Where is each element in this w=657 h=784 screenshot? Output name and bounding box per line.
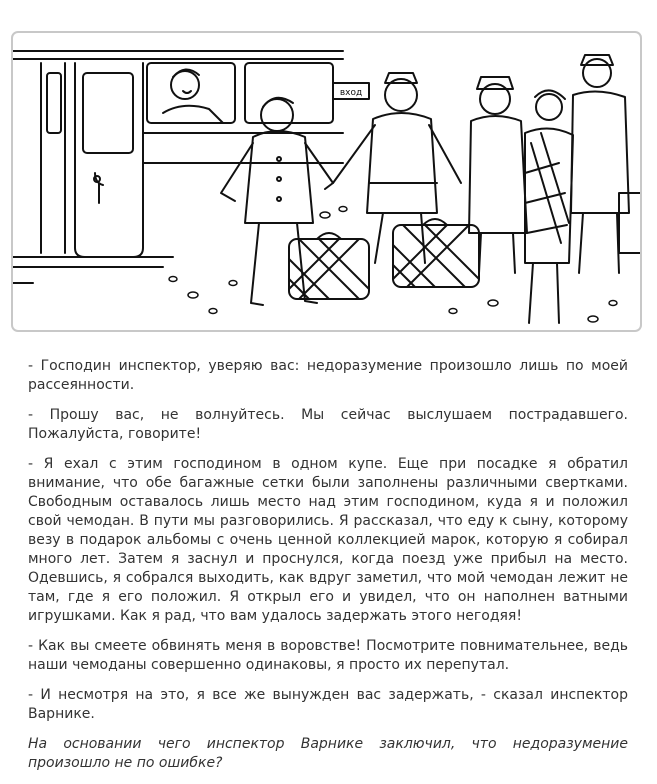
dialogue-paragraph: - Господин инспектор, уверяю вас: недоразумение произошло лишь по моей рассеянности. <box>28 358 628 393</box>
puzzle-question: На основании чего инспектор Варнике заключил, что недоразумение произошло не по ошибке? <box>28 736 628 771</box>
dialogue-paragraph: - И несмотря на это, я все же вынужден вас задержать, - сказал инспектор Варнике. <box>28 687 628 722</box>
door-sign-text: вход <box>339 88 363 98</box>
train-car <box>13 51 369 283</box>
dialogue-paragraph: - Прошу вас, не волнуйтесь. Мы сейчас выслушаем пострадавшего. Пожалуйста, говорите! <box>28 407 628 442</box>
dialogue-paragraph: - Я ехал с этим господином в одном купе. Еще при посадке я обратил внимание, что обе багажные сетки были заполнены различными свертками. Свободным оставалось лишь место над этим господином, куда я и положил свой чемодан. В пути мы разговорились. Я рассказал, что еду к сыну, которому везу в подарок альбомы с очень ценной коллекцией марок, которую я собирал много лет. Затем я заснул и проснулся, когда поезд уже прибыл на место. Одевшись, я собрался выходить, как вдруг заметил, что мой чемодан лежит не там, где я его положил. Я открыл его и увидел, что он наполнен ватными игрушками. Как я рад, что вам удалось задержать этого негодяя! <box>28 456 628 624</box>
suspect-figure <box>221 98 333 305</box>
story-text <box>28 357 628 784</box>
woman-figure <box>525 90 573 323</box>
suitcase-right <box>393 219 479 287</box>
cartoon-illustration-icon <box>13 33 640 330</box>
man-at-window <box>163 69 223 123</box>
illustration-frame <box>11 31 642 332</box>
officer-figure <box>469 77 527 273</box>
man-with-briefcase <box>571 55 640 273</box>
dialogue-paragraph: - Как вы смеете обвинять меня в воровстве! Посмотрите повнимательнее, ведь наши чемоданы совершенно одинаковы, я просто их перепутал. <box>28 638 628 673</box>
